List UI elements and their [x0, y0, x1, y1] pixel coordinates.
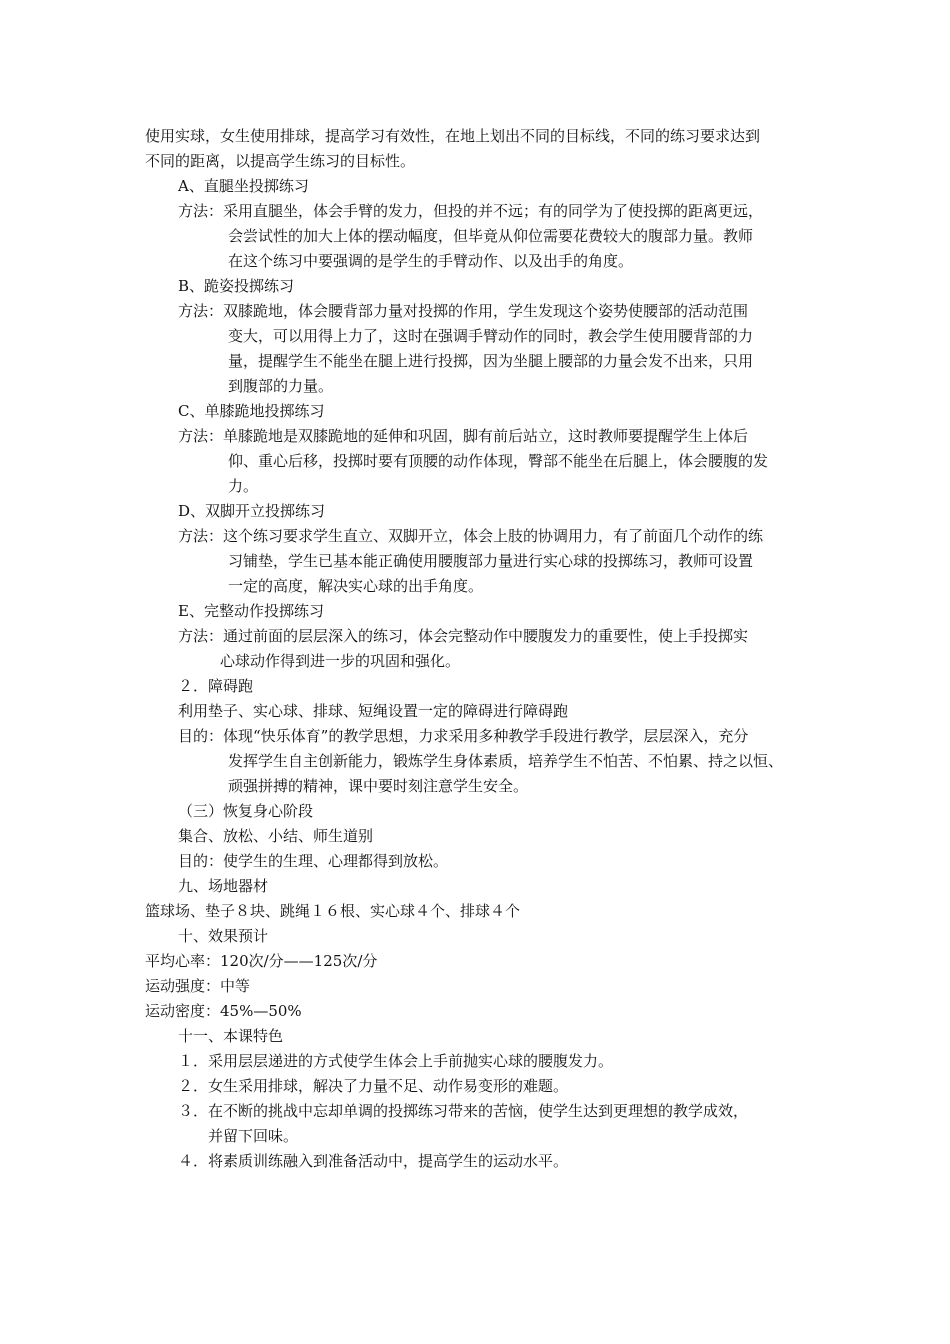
text-line: 量，提醒学生不能坐在腿上进行投掷，因为坐腿上腰部的力量会发不出来，只用 — [228, 352, 754, 370]
text-line: 习铺垫，学生已基本能正确使用腰腹部力量进行实心球的投掷练习，教师可设置 — [228, 552, 754, 570]
text-line: 平均心率：120次/分——125次/分 — [145, 952, 378, 970]
text-line: 目的：使学生的生理、心理都得到放松。 — [178, 852, 449, 870]
section-heading: D、双脚开立投掷练习 — [178, 502, 326, 520]
text-line: 运动强度：中等 — [145, 977, 251, 995]
text-line: 一定的高度，解决实心球的出手角度。 — [228, 577, 484, 595]
text-line: 方法：双膝跪地，体会腰背部力量对投掷的作用，学生发现这个姿势使腰部的活动范围 — [178, 302, 749, 320]
text-line: 发挥学生自主创新能力，锻炼学生身体素质，培养学生不怕苦、不怕累、持之以恒、 — [228, 752, 784, 770]
text-line: 顽强拼搏的精神，课中要时刻注意学生安全。 — [228, 777, 529, 795]
section-heading: C、单膝跪地投掷练习 — [178, 402, 325, 420]
text-line: 变大，可以用得上力了，这时在强调手臂动作的同时，教会学生使用腰背部的力 — [228, 327, 754, 345]
text-line: 篮球场、垫子８块、跳绳１６根、实心球４个、排球４个 — [145, 902, 521, 920]
list-item: ２．女生采用排球，解决了力量不足、动作易变形的难题。 — [178, 1077, 569, 1095]
text-line: 方法：通过前面的层层深入的练习，体会完整动作中腰腹发力的重要性，使上手投掷实 — [178, 627, 749, 645]
text-line: 仰、重心后移，投掷时要有顶腰的动作体现，臀部不能坐在后腿上，体会腰腹的发 — [228, 452, 769, 470]
text-line: 在这个练习中要强调的是学生的手臂动作、以及出手的角度。 — [228, 252, 634, 270]
section-heading: 十、效果预计 — [178, 927, 269, 945]
text-line: 利用垫子、实心球、排球、短绳设置一定的障碍进行障碍跑 — [178, 702, 569, 720]
list-item: １．采用层层递进的方式使学生体会上手前抛实心球的腰腹发力。 — [178, 1052, 614, 1070]
text-line: 并留下回味。 — [208, 1127, 299, 1145]
text-line: 目的：体现“快乐体育”的教学思想，力求采用多种教学手段进行教学，层层深入，充分 — [178, 727, 749, 745]
section-heading: ２．障碍跑 — [178, 677, 254, 695]
list-item: ３．在不断的挑战中忘却单调的投掷练习带来的苦恼，使学生达到更理想的教学成效， — [178, 1102, 749, 1120]
text-line: 方法：采用直腿坐，体会手臂的发力，但投的并不远；有的同学为了使投掷的距离更远， — [178, 202, 764, 220]
text-line: 不同的距离，以提高学生练习的目标性。 — [145, 152, 416, 170]
section-heading: 九、场地器材 — [178, 877, 269, 895]
text-line: 会尝试性的加大上体的摆动幅度，但毕竟从仰位需要花费较大的腹部力量。教师 — [228, 227, 754, 245]
text-line: 集合、放松、小结、师生道别 — [178, 827, 374, 845]
section-heading: （三）恢复身心阶段 — [178, 802, 314, 820]
section-heading: 十一、本课特色 — [178, 1027, 284, 1045]
text-line: 心球动作得到进一步的巩固和强化。 — [220, 652, 461, 670]
section-heading: E、完整动作投掷练习 — [178, 602, 324, 620]
section-heading: A、直腿坐投掷练习 — [178, 177, 309, 195]
text-line: 方法：这个练习要求学生直立、双脚开立，体会上肢的协调用力，有了前面几个动作的练 — [178, 527, 764, 545]
list-item: ４．将素质训练融入到准备活动中，提高学生的运动水平。 — [178, 1152, 569, 1170]
section-heading: B、跪姿投掷练习 — [178, 277, 295, 295]
text-line: 力。 — [228, 477, 259, 495]
text-line: 到腹部的力量。 — [228, 377, 334, 395]
text-line: 使用实球，女生使用排球，提高学习有效性，在地上划出不同的目标线，不同的练习要求达到 — [145, 127, 761, 145]
text-line: 运动密度：45%—50% — [145, 1002, 302, 1020]
text-line: 方法：单膝跪地是双膝跪地的延伸和巩固，脚有前后站立，这时教师要提醒学生上体后 — [178, 427, 749, 445]
